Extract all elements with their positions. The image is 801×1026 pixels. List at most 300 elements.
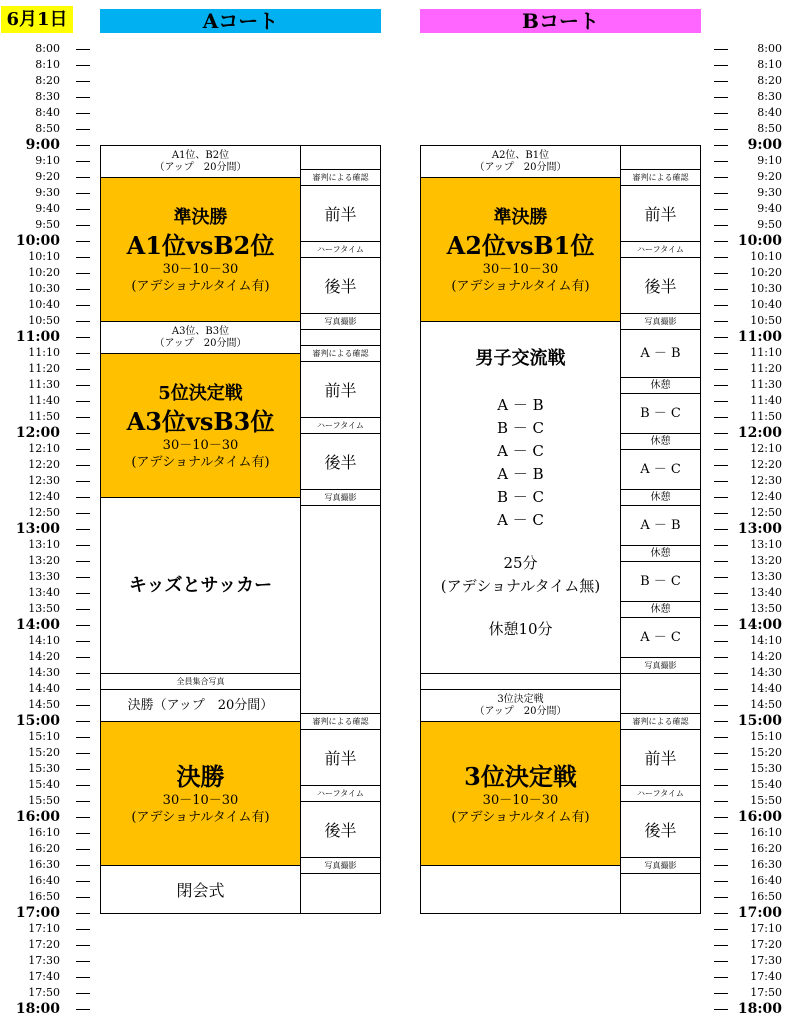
b-exchange-block [420,321,621,674]
b-side-second-half-1-label: 後半 [644,277,677,296]
time-tick-left [76,977,90,978]
time-label-left: 15:00 [15,713,60,729]
a-side-check-3-label: 審判による確認 [312,716,369,726]
b-warmup-1 [420,145,621,178]
time-label-right: 17:50 [750,986,782,999]
time-label-left: 16:40 [28,874,60,887]
b-side-match-2 [620,393,701,434]
time-tick-left [76,257,90,258]
time-tick-left [76,241,90,242]
b-side-rest-5-label: 休憩 [650,603,671,615]
time-tick-left [76,769,90,770]
b-3rd-place-note: (アデショナルタイム有) [451,809,590,825]
time-label-left: 17:30 [28,954,60,967]
time-tick-left [76,993,90,994]
time-tick-left [76,593,90,594]
time-label-left: 13:50 [28,602,60,615]
a-side-check-2 [300,345,381,362]
time-label-right: 14:40 [750,682,782,695]
time-label-right: 15:50 [750,794,782,807]
a-side-second-half-1-label: 後半 [324,277,357,296]
b-exchange-match-3: A － C [497,442,544,460]
b-side-match-5 [620,561,701,602]
time-label-right: 17:00 [737,905,782,921]
b-side-match-4-label: A － B [640,517,681,533]
b-side-photo-2-label: 写真撮影 [644,660,677,670]
time-tick-left [76,689,90,690]
time-tick-right [714,353,728,354]
b-exchange-rest: 休憩10分 [488,620,553,638]
a-side-blank-4 [300,873,381,914]
a-warmup-1-teams: A1位、B2位 [171,149,230,161]
b-side-check-1-label: 審判による確認 [632,172,689,182]
time-tick-left [76,161,90,162]
time-tick-right [714,145,728,146]
time-label-right: 8:00 [757,42,782,55]
b-side-match-1 [620,329,701,378]
time-label-right: 15:30 [750,762,782,775]
a-side-halftime-3 [300,785,381,802]
time-label-right: 16:40 [750,874,782,887]
time-label-left: 9:20 [35,170,60,183]
b-side-first-half-3 [620,729,701,786]
time-label-right: 11:20 [750,362,782,375]
time-tick-right [714,81,728,82]
a-side-blank-2 [300,329,381,346]
time-label-right: 14:50 [750,698,782,711]
time-tick-left [76,81,90,82]
a-5th-place-match: A3位vsB3位 [126,406,275,436]
b-side-match-5-label: B － C [640,573,681,589]
time-tick-left [76,817,90,818]
time-label-right: 8:30 [757,90,782,103]
time-tick-right [714,273,728,274]
time-label-right: 12:10 [750,442,782,455]
time-tick-right [714,193,728,194]
time-tick-right [714,641,728,642]
b-side-check-3-label: 審判による確認 [632,716,689,726]
time-label-right: 17:10 [750,922,782,935]
time-tick-left [76,353,90,354]
time-label-left: 10:20 [28,266,60,279]
time-tick-left [76,801,90,802]
time-label-right: 12:50 [750,506,782,519]
a-semifinal-match: A1位vsB2位 [126,230,275,260]
time-label-right: 14:00 [737,617,782,633]
time-tick-left [76,737,90,738]
b-side-photo-1 [620,313,701,330]
time-tick-right [714,833,728,834]
a-side-halftime-2 [300,417,381,434]
time-tick-left [76,785,90,786]
time-tick-left [76,129,90,130]
b-warmup-1-duration: （アップ 20分間） [474,161,567,173]
time-label-right: 10:20 [750,266,782,279]
time-tick-right [714,433,728,434]
time-tick-right [714,593,728,594]
time-tick-right [714,769,728,770]
time-label-right: 14:10 [750,634,782,647]
a-warmup-1 [100,145,301,178]
b-side-rest-2 [620,433,701,450]
time-tick-right [714,625,728,626]
time-tick-right [714,513,728,514]
b-3rd-place-format: 30－10－30 [482,792,559,808]
time-label-left: 16:30 [28,858,60,871]
time-tick-left [76,449,90,450]
a-side-halftime-1-label: ハーフタイム [317,244,364,254]
time-tick-left [76,65,90,66]
time-label-right: 16:00 [737,809,782,825]
time-tick-right [714,449,728,450]
time-label-left: 16:00 [15,809,60,825]
a-closing-label: 閉会式 [176,881,225,900]
a-5th-place-note: (アデショナルタイム有) [131,454,270,470]
a-side-first-half-1 [300,185,381,242]
time-tick-right [714,977,728,978]
time-tick-right [714,65,728,66]
a-5th-place-title: 5位決定戦 [158,382,243,404]
time-tick-left [76,881,90,882]
b-exchange-match-6: A － C [497,511,544,529]
a-warmup-2 [100,321,301,354]
b-side-photo-1-label: 写真撮影 [644,316,677,326]
time-label-right: 9:40 [757,202,782,215]
time-tick-right [714,289,728,290]
time-label-right: 16:50 [750,890,782,903]
time-tick-left [76,481,90,482]
b-side-photo-3 [620,857,701,874]
time-label-right: 12:40 [750,490,782,503]
time-tick-left [76,113,90,114]
time-label-right: 15:10 [750,730,782,743]
time-label-left: 15:30 [28,762,60,775]
b-side-second-half-3 [620,801,701,858]
time-tick-right [714,257,728,258]
time-label-left: 14:50 [28,698,60,711]
a-semifinal-format: 30－10－30 [162,261,239,277]
time-tick-right [714,305,728,306]
time-tick-left [76,625,90,626]
a-side-first-half-2 [300,361,381,418]
time-tick-left [76,865,90,866]
a-group-photo [100,673,301,690]
time-label-left: 8:30 [35,90,60,103]
time-label-left: 9:50 [35,218,60,231]
a-side-second-half-3 [300,801,381,858]
time-tick-left [76,529,90,530]
time-label-right: 17:20 [750,938,782,951]
time-label-left: 12:30 [28,474,60,487]
b-semifinal-match: A2位vsB1位 [446,230,595,260]
time-label-right: 9:30 [757,186,782,199]
time-label-right: 13:40 [750,586,782,599]
time-label-right: 12:30 [750,474,782,487]
time-tick-right [714,529,728,530]
time-label-left: 14:30 [28,666,60,679]
time-label-left: 15:50 [28,794,60,807]
time-tick-left [76,337,90,338]
b-side-halftime-1-label: ハーフタイム [637,244,684,254]
b-side-match-3 [620,449,701,490]
time-tick-left [76,193,90,194]
time-tick-right [714,993,728,994]
b-semifinal-block [420,177,621,322]
b-side-rest-2-label: 休憩 [650,435,671,447]
a-side-first-half-1-label: 前半 [324,205,357,224]
time-label-left: 14:40 [28,682,60,695]
time-label-right: 12:20 [750,458,782,471]
time-tick-right [714,561,728,562]
time-label-right: 15:40 [750,778,782,791]
b-side-check-3 [620,713,701,730]
b-side-match-6 [620,617,701,658]
a-side-check-1-label: 審判による確認 [312,172,369,182]
time-label-left: 12:50 [28,506,60,519]
time-tick-left [76,609,90,610]
a-side-photo-3 [300,857,381,874]
time-label-left: 10:50 [28,314,60,327]
time-tick-left [76,657,90,658]
time-label-right: 14:30 [750,666,782,679]
time-label-right: 15:00 [737,713,782,729]
time-label-left: 13:00 [15,521,60,537]
time-label-left: 14:20 [28,650,60,663]
time-label-right: 15:20 [750,746,782,759]
a-final-title: 決勝 [176,761,225,791]
a-side-blank-1 [300,145,381,170]
time-tick-left [76,897,90,898]
time-tick-right [714,897,728,898]
time-label-left: 9:40 [35,202,60,215]
time-label-right: 13:10 [750,538,782,551]
a-semifinal-note: (アデショナルタイム有) [131,278,270,294]
b-exchange-match-1: A － B [497,396,544,414]
b-3rd-place-warmup-title: 3位決定戦 [497,693,544,705]
b-semifinal-title: 準決勝 [493,206,548,228]
time-label-left: 9:00 [25,137,60,153]
time-tick-right [714,801,728,802]
time-tick-left [76,929,90,930]
b-warmup-1-teams: A2位、B1位 [491,149,550,161]
time-tick-right [714,113,728,114]
time-tick-right [714,881,728,882]
a-5th-place-format: 30－10－30 [162,437,239,453]
time-label-right: 10:10 [750,250,782,263]
a-final-format: 30－10－30 [162,792,239,808]
time-tick-left [76,417,90,418]
time-label-left: 16:20 [28,842,60,855]
time-tick-left [76,513,90,514]
time-tick-right [714,753,728,754]
b-blank-row [420,673,621,690]
b-side-photo-3-label: 写真撮影 [644,860,677,870]
a-final-block [100,721,301,866]
time-label-left: 11:10 [28,346,60,359]
a-side-first-half-3-label: 前半 [324,749,357,768]
time-label-left: 17:10 [28,922,60,935]
b-side-rest-1-label: 休憩 [650,379,671,391]
b-exchange-match-5: B － C [496,488,545,506]
b-side-rest-3-label: 休憩 [650,491,671,503]
b-side-match-1-label: A － B [640,345,681,361]
b-side-rest-4 [620,545,701,562]
time-tick-left [76,753,90,754]
time-tick-right [714,97,728,98]
time-label-left: 17:00 [15,905,60,921]
time-label-left: 13:20 [28,554,60,567]
b-semifinal-note: (アデショナルタイム有) [451,278,590,294]
time-tick-left [76,641,90,642]
time-label-left: 10:00 [15,233,60,249]
time-label-left: 14:00 [15,617,60,633]
b-3rd-place-title: 3位決定戦 [464,761,577,791]
time-label-right: 18:00 [737,1001,782,1017]
time-tick-left [76,385,90,386]
time-label-right: 10:30 [750,282,782,295]
b-side-second-half-3-label: 後半 [644,821,677,840]
time-label-right: 8:50 [757,122,782,135]
time-tick-left [76,209,90,210]
time-label-right: 14:20 [750,650,782,663]
time-tick-right [714,945,728,946]
b-side-match-2-label: B － C [640,405,681,421]
time-tick-right [714,705,728,706]
time-label-left: 11:50 [28,410,60,423]
b-3rd-place-warmup [420,689,621,722]
time-label-left: 12:10 [28,442,60,455]
a-side-halftime-1 [300,241,381,258]
time-label-right: 13:00 [737,521,782,537]
time-tick-left [76,97,90,98]
time-label-left: 12:00 [15,425,60,441]
b-side-blank-1 [620,145,701,170]
time-label-left: 12:40 [28,490,60,503]
time-label-right: 17:30 [750,954,782,967]
time-label-left: 15:40 [28,778,60,791]
a-side-blank-3 [300,505,381,714]
b-side-rest-1 [620,377,701,394]
a-closing-ceremony [100,865,301,914]
time-tick-right [714,721,728,722]
time-tick-right [714,785,728,786]
time-label-right: 11:40 [750,394,782,407]
time-label-left: 15:10 [28,730,60,743]
time-label-left: 13:40 [28,586,60,599]
time-tick-left [76,577,90,578]
time-tick-right [714,177,728,178]
time-label-left: 10:40 [28,298,60,311]
time-tick-right [714,465,728,466]
time-tick-right [714,401,728,402]
time-tick-left [76,289,90,290]
time-label-right: 9:10 [757,154,782,167]
time-tick-right [714,209,728,210]
a-semifinal-title: 準決勝 [173,206,228,228]
time-tick-left [76,961,90,962]
time-tick-right [714,609,728,610]
time-tick-left [76,177,90,178]
b-side-rest-5 [620,601,701,618]
time-label-left: 8:20 [35,74,60,87]
time-label-left: 17:50 [28,986,60,999]
time-tick-left [76,369,90,370]
a-kids-soccer [100,497,301,674]
time-tick-right [714,49,728,50]
time-tick-left [76,273,90,274]
time-label-right: 13:20 [750,554,782,567]
time-tick-left [76,305,90,306]
time-tick-right [714,417,728,418]
time-tick-right [714,865,728,866]
b-exchange-match-2: B － C [496,419,545,437]
time-tick-right [714,161,728,162]
time-tick-left [76,545,90,546]
time-label-right: 8:10 [757,58,782,71]
time-label-left: 15:20 [28,746,60,759]
a-final-warmup [100,689,301,722]
time-tick-right [714,913,728,914]
time-tick-left [76,321,90,322]
time-tick-right [714,577,728,578]
time-tick-left [76,945,90,946]
a-side-first-half-3 [300,729,381,786]
time-tick-right [714,657,728,658]
a-warmup-1-duration: （アップ 20分間） [154,161,247,173]
time-tick-left [76,145,90,146]
time-label-right: 16:30 [750,858,782,871]
b-semifinal-format: 30－10－30 [482,261,559,277]
time-label-left: 11:40 [28,394,60,407]
b-side-first-half-3-label: 前半 [644,749,677,768]
a-side-photo-2-label: 写真撮影 [324,492,357,502]
b-side-halftime-3 [620,785,701,802]
a-kids-soccer-label: キッズとサッカー [128,574,273,596]
time-label-left: 18:00 [15,1001,60,1017]
time-tick-right [714,737,728,738]
time-label-left: 17:20 [28,938,60,951]
time-label-left: 10:10 [28,250,60,263]
time-tick-right [714,129,728,130]
time-label-left: 10:30 [28,282,60,295]
a-side-halftime-3-label: ハーフタイム [317,788,364,798]
time-label-right: 13:30 [750,570,782,583]
a-semifinal-block [100,177,301,322]
time-tick-right [714,225,728,226]
time-tick-right [714,817,728,818]
time-label-right: 9:50 [757,218,782,231]
time-label-right: 10:00 [737,233,782,249]
time-tick-right [714,321,728,322]
time-label-left: 8:00 [35,42,60,55]
b-side-second-half-1 [620,257,701,314]
a-final-warmup-label: 決勝（アップ 20分間） [127,698,274,713]
time-label-left: 16:50 [28,890,60,903]
time-label-right: 10:50 [750,314,782,327]
a-side-check-3 [300,713,381,730]
time-tick-left [76,833,90,834]
a-side-second-half-2 [300,433,381,490]
a-5th-place-block [100,353,301,498]
time-tick-right [714,929,728,930]
time-tick-right [714,1009,728,1010]
b-side-halftime-3-label: ハーフタイム [637,788,684,798]
time-label-right: 12:00 [737,425,782,441]
time-tick-left [76,561,90,562]
b-side-match-6-label: A － C [640,629,681,645]
b-side-halftime-1 [620,241,701,258]
a-side-check-2-label: 審判による確認 [312,348,369,358]
